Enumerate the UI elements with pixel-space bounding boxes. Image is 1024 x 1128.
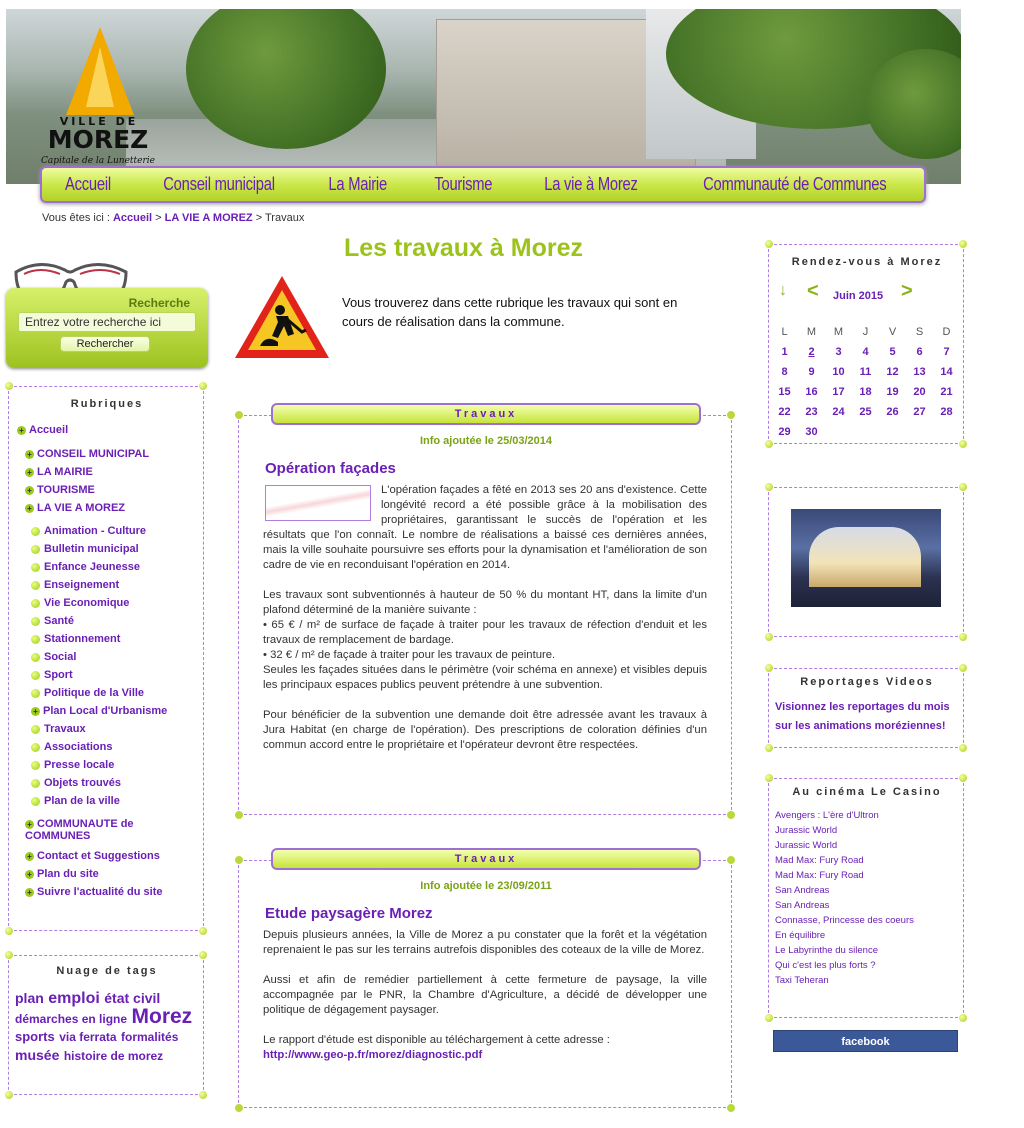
bullet-icon <box>31 581 40 590</box>
corner-dot <box>765 240 773 248</box>
article-paragraph: • 65 € / m² de surface de façade à traiter pour les travaux de réfection d'enduit et les travaux de remplacement de bardage. <box>263 619 707 646</box>
calendar-day[interactable]: 8 <box>781 366 788 378</box>
corner-dot <box>5 951 13 959</box>
rubrique-conseil-municipal[interactable] <box>25 448 149 460</box>
rubrique-la-mairie[interactable] <box>25 466 93 478</box>
videos-link[interactable]: Visionnez les reportages du mois sur les animations moréziennes! <box>775 701 950 732</box>
search-panel <box>6 288 208 368</box>
bullet-icon <box>31 779 40 788</box>
rubrique-label: LA MAIRIE <box>37 466 93 478</box>
tag-link[interactable]: Morez <box>131 1005 193 1028</box>
divider <box>769 487 963 488</box>
article-paragraph: Les travaux sont subventionnés à hauteur de 50 % du montant HT, dans la limite d'un plafond déterminé de la manière suivante : <box>263 589 707 616</box>
corner-dot <box>727 1104 735 1112</box>
plus-icon: + <box>25 820 34 829</box>
subrubrique-label: Stationnement <box>44 633 121 645</box>
corner-dot <box>959 1014 967 1022</box>
calendar-day[interactable]: 26 <box>886 406 899 418</box>
subrubrique-label: Enfance Jeunesse <box>44 561 140 573</box>
bullet-icon <box>31 563 40 572</box>
bullet-icon <box>31 671 40 680</box>
film-link[interactable]: Jurassic World <box>775 825 838 836</box>
casino-photo-box <box>768 487 964 637</box>
rubrique-accueil[interactable] <box>17 424 68 436</box>
nav-la-mairie[interactable]: La Mairie <box>328 174 387 194</box>
plus-icon: + <box>25 468 34 477</box>
corner-dot <box>5 1091 13 1099</box>
article-date: Info ajoutée le 25/03/2014 <box>419 435 553 447</box>
calendar-week <box>771 422 963 442</box>
calendar-prev-icon[interactable]: < <box>807 280 819 302</box>
cinema-box <box>768 778 964 1018</box>
calendar-dow: M <box>833 326 844 338</box>
nav-conseil-municipal[interactable]: Conseil municipal <box>162 174 275 194</box>
corner-dot <box>765 664 773 672</box>
film-link[interactable]: Jurassic World <box>775 840 838 851</box>
corner-dot <box>727 411 735 419</box>
calendar-day[interactable]: 27 <box>913 406 926 418</box>
subrubrique-label: Sport <box>44 669 73 681</box>
rubrique-suivre-actualite[interactable] <box>25 886 163 898</box>
logo-tagline: Capitale de la Lunetterie <box>41 156 155 166</box>
breadcrumb-separator: > <box>255 212 263 224</box>
subrubrique-item[interactable] <box>31 687 144 699</box>
article-date: Info ajoutée le 23/09/2011 <box>420 880 552 892</box>
search-title: Recherche <box>128 296 190 310</box>
breadcrumb-accueil[interactable]: Accueil <box>112 212 153 224</box>
corner-dot <box>765 483 773 491</box>
subrubrique-item[interactable] <box>31 777 121 789</box>
calendar-day[interactable]: 1 <box>781 346 788 358</box>
tag-cloud <box>15 989 203 1065</box>
subrubrique-item[interactable] <box>31 543 139 555</box>
corner-dot <box>765 774 773 782</box>
divider <box>9 955 203 956</box>
search-button[interactable]: Rechercher <box>60 336 150 352</box>
subrubrique-item[interactable] <box>31 705 167 717</box>
divider <box>769 443 963 444</box>
subrubrique-label: Vie Economique <box>44 597 130 609</box>
tag-link[interactable]: emploi <box>48 990 100 1007</box>
corner-dot <box>199 951 207 959</box>
corner-dot <box>959 633 967 641</box>
article-body <box>263 483 707 768</box>
calendar-dow: D <box>942 326 951 338</box>
calendar-day[interactable]: 28 <box>940 406 953 418</box>
article-title[interactable]: Etude paysagère Morez <box>265 905 433 922</box>
tag-link[interactable]: via ferrata <box>59 1030 117 1044</box>
corner-dot <box>959 664 967 672</box>
corner-dot <box>235 1104 243 1112</box>
calendar-week <box>771 342 963 362</box>
film-link[interactable]: Taxi Teheran <box>775 975 829 986</box>
logo-triangle-inner <box>86 47 114 107</box>
nav-tourisme[interactable]: Tourisme <box>434 174 493 194</box>
rubrique-label: Suivre l'actualité du site <box>37 886 163 898</box>
tag-link[interactable]: plan <box>15 990 44 1006</box>
corner-dot <box>727 856 735 864</box>
subrubrique-item[interactable] <box>31 561 140 573</box>
film-link[interactable]: Connasse, Princesse des coeurs <box>775 915 914 926</box>
subrubrique-label: Politique de la Ville <box>44 687 145 699</box>
subrubrique-item[interactable] <box>31 741 112 753</box>
facades-map-thumbnail[interactable] <box>265 485 371 521</box>
header-banner <box>6 9 961 184</box>
rubrique-la-vie-a-morez[interactable] <box>25 502 125 514</box>
calendar-day[interactable]: 7 <box>943 346 950 358</box>
logo-ville-de: VILLE DE <box>59 115 139 128</box>
subrubrique-label: Plan Local d'Urbanisme <box>43 705 168 717</box>
search-box <box>6 252 208 369</box>
tag-link[interactable]: démarches en ligne <box>15 1012 128 1026</box>
corner-dot <box>199 927 207 935</box>
divider <box>769 636 963 637</box>
calendar-day[interactable]: 3 <box>835 346 842 358</box>
rubrique-label: Accueil <box>29 424 69 436</box>
divider <box>769 668 963 669</box>
intro-text: Vous trouverez dans cette rubrique les travaux qui sont en cours de réalisation dans la commune. <box>342 295 678 329</box>
rubrique-communaute-de-communes[interactable] <box>25 818 155 842</box>
calendar-day[interactable]: 16 <box>805 386 818 398</box>
bullet-icon <box>31 635 40 644</box>
subrubrique-item[interactable] <box>31 723 86 735</box>
subrubrique-label: Presse locale <box>44 759 115 771</box>
calendar-day[interactable]: 13 <box>913 366 926 378</box>
bullet-icon <box>31 599 40 608</box>
tag-cloud-box <box>8 955 204 1095</box>
subrubrique-label: Travaux <box>44 723 86 735</box>
rubrique-tourisme[interactable] <box>25 484 95 496</box>
calendar-day[interactable]: 6 <box>916 346 923 358</box>
calendar-next-icon[interactable]: > <box>901 280 913 302</box>
breadcrumb-la-vie-a-morez[interactable]: LA VIE A MOREZ <box>164 212 253 224</box>
logo-morez: MOREZ <box>47 125 149 154</box>
calendar-day[interactable]: 17 <box>832 386 845 398</box>
article-etude-paysagere <box>238 853 732 1108</box>
breadcrumb-separator: > <box>155 212 162 224</box>
videos-title: Reportages Videos <box>800 676 934 688</box>
calendar-dow: S <box>915 326 924 338</box>
plus-icon: + <box>25 870 34 879</box>
calendar-down-arrow-icon[interactable]: ↓ <box>779 282 787 299</box>
plus-icon: + <box>25 852 34 861</box>
bullet-icon <box>31 545 40 554</box>
divider <box>9 930 203 931</box>
corner-dot <box>727 811 735 819</box>
corner-dot <box>765 744 773 752</box>
rubrique-contact[interactable] <box>25 850 160 862</box>
nav-accueil[interactable]: Accueil <box>64 174 111 194</box>
rubrique-label: Contact et Suggestions <box>37 850 160 862</box>
bullet-icon <box>31 761 40 770</box>
search-input[interactable] <box>18 312 196 332</box>
calendar-week <box>771 382 963 402</box>
bullet-icon <box>31 617 40 626</box>
corner-dot <box>765 633 773 641</box>
film-link[interactable]: Avengers : L'ère d'Ultron <box>775 810 879 821</box>
article-paragraph: Pour bénéficier de la subvention une demande doit être adressée avant les travaux à Jura Habitat (en charge de l'opération). Des prescriptions de coloration définies d'un commun accord entre le propriétaire et l'opérateur devront être respectées. <box>263 709 707 751</box>
article-paragraph: • 32 € / m² de façade à traiter pour les travaux de peinture. <box>263 649 556 661</box>
corner-dot <box>5 382 13 390</box>
casino-photo[interactable] <box>791 509 941 607</box>
videos-box <box>768 668 964 748</box>
calendar-dow: M <box>806 326 817 338</box>
tag-link[interactable]: formalités <box>121 1030 179 1044</box>
report-download-link[interactable]: http://www.geo-p.fr/morez/diagnostic.pdf <box>263 1049 483 1061</box>
plus-icon: + <box>31 707 40 716</box>
calendar-day[interactable]: 10 <box>832 366 845 378</box>
rubrique-plan-du-site[interactable] <box>25 868 99 880</box>
calendar-day[interactable]: 9 <box>808 366 815 378</box>
bullet-icon <box>31 743 40 752</box>
calendar-dow: L <box>781 326 788 338</box>
nav-la-vie-a-morez[interactable]: La vie à Morez <box>544 174 638 194</box>
casino-building <box>809 527 921 587</box>
subrubrique-item[interactable] <box>31 615 74 627</box>
subrubrique-label: Associations <box>44 741 113 753</box>
article-paragraph: Depuis plusieurs années, la Ville de Morez a pu constater que la forêt et la végétation reprenaient le pas sur les terrains autrefois disponibles des coteaux de la ville de Morez. <box>263 929 707 956</box>
rubrique-label: Plan du site <box>37 868 99 880</box>
corner-dot <box>959 240 967 248</box>
rubrique-label: COMMUNAUTE de COMMUNES <box>25 818 134 842</box>
calendar-day[interactable]: 23 <box>805 406 818 418</box>
film-link[interactable]: Mad Max: Fury Road <box>775 855 864 866</box>
calendar-day[interactable]: 11 <box>859 366 872 378</box>
subrubrique-label: Enseignement <box>44 579 120 591</box>
bullet-icon <box>31 653 40 662</box>
rubriques-box <box>8 386 204 931</box>
plus-icon: + <box>25 486 34 495</box>
article-paragraph: Seules les façades situées dans le périmètre (voir schéma en annexe) et visibles depuis les principaux espaces publics peuvent prétendre à une subvention. <box>263 664 707 691</box>
article-paragraph: Le rapport d'étude est disponible au téléchargement à cette adresse : <box>263 1034 610 1046</box>
divider <box>769 244 963 245</box>
calendar-dow: V <box>888 326 897 338</box>
bullet-icon <box>31 797 40 806</box>
divider <box>239 1107 731 1108</box>
subrubrique-item[interactable] <box>31 597 129 609</box>
site-logo[interactable] <box>34 21 164 166</box>
corner-dot <box>199 382 207 390</box>
corner-dot <box>765 1014 773 1022</box>
tag-link[interactable]: musée <box>15 1047 60 1063</box>
tags-title: Nuage de tags <box>56 965 158 977</box>
corner-dot <box>959 744 967 752</box>
calendar-day-today[interactable]: 2 <box>808 346 815 358</box>
film-link[interactable]: San Andreas <box>775 900 830 911</box>
bullet-icon <box>31 689 40 698</box>
subrubrique-item[interactable] <box>31 525 146 537</box>
bullet-icon <box>31 725 40 734</box>
tag-link[interactable]: état civil <box>104 990 161 1006</box>
calendar-day[interactable]: 5 <box>889 346 896 358</box>
article-category-tab[interactable]: Travaux <box>271 403 701 425</box>
calendar-box <box>768 244 964 444</box>
corner-dot <box>959 774 967 782</box>
plus-icon: + <box>25 450 34 459</box>
corner-dot <box>235 411 243 419</box>
subrubrique-item[interactable] <box>31 795 120 807</box>
calendar-day[interactable]: 22 <box>778 406 791 418</box>
subrubrique-label: Bulletin municipal <box>44 543 139 555</box>
article-paragraph: Aussi et afin de remédier partiellement à cette fermeture de paysage, la ville accompagnée par le PNR, la Chambre d'Agriculture, a décidé de développer une politique de dégagement paysager. <box>263 974 707 1016</box>
roadworks-sign-icon <box>232 272 332 362</box>
rubriques-title: Rubriques <box>70 398 144 410</box>
page-title: Les travaux à Morez <box>344 234 583 262</box>
subrubrique-item[interactable] <box>31 579 119 591</box>
calendar-day[interactable]: 18 <box>859 386 872 398</box>
calendar-grid <box>771 322 963 442</box>
tag-link[interactable]: sports <box>15 1029 55 1044</box>
divider <box>769 778 963 779</box>
calendar-day[interactable]: 21 <box>940 386 953 398</box>
plus-icon: + <box>25 888 34 897</box>
calendar-day[interactable]: 15 <box>778 386 791 398</box>
calendar-day[interactable]: 19 <box>886 386 899 398</box>
calendar-day[interactable]: 20 <box>913 386 926 398</box>
breadcrumb <box>42 212 304 224</box>
calendar-day[interactable]: 29 <box>778 426 791 438</box>
bullet-icon <box>31 527 40 536</box>
calendar-day[interactable]: 4 <box>862 346 869 358</box>
subrubrique-item[interactable] <box>31 669 73 681</box>
film-link[interactable]: San Andreas <box>775 885 830 896</box>
article-body <box>263 928 707 1063</box>
calendar-dow-row <box>771 322 963 342</box>
cinema-film-list <box>775 808 963 988</box>
subrubrique-item[interactable] <box>31 633 120 645</box>
calendar-day[interactable]: 14 <box>940 366 953 378</box>
plus-icon: + <box>17 426 26 435</box>
calendar-day[interactable]: 30 <box>805 426 818 438</box>
breadcrumb-current: Travaux <box>265 212 305 224</box>
film-link[interactable]: En équilibre <box>775 930 826 941</box>
calendar-title: Rendez-vous à Morez <box>791 256 943 268</box>
calendar-day[interactable]: 12 <box>886 366 899 378</box>
corner-dot <box>235 856 243 864</box>
article-paragraph: L'opération façades a fêté en 2013 ses 20 ans d'existence. Cette longévité record a été possible grâce à la mobilisation des propriétaires, garantissant le succès de l'opération et les résultats que l'on connaît. Le nombre de réalisations a baissé ces dernières années, mais la ville souhaite poursuivre ses efforts pour la dynamisation et l'amélioration de son cadre de vie en reconduisant l'opération en 2014. <box>263 484 707 571</box>
rubrique-label: LA VIE A MOREZ <box>37 502 125 514</box>
divider <box>239 814 731 815</box>
divider <box>769 1017 963 1018</box>
subrubrique-item[interactable] <box>31 651 76 663</box>
corner-dot <box>5 927 13 935</box>
film-link[interactable]: Le Labyrinthe du silence <box>775 945 878 956</box>
divider <box>9 386 203 387</box>
corner-dot <box>199 1091 207 1099</box>
breadcrumb-prefix: Vous êtes ici : <box>42 212 110 224</box>
article-operation-facades <box>238 408 732 815</box>
main-nav <box>40 166 926 203</box>
article-category-tab[interactable]: Travaux <box>271 848 701 870</box>
calendar-month: Juin 2015 <box>833 290 884 302</box>
subrubrique-label: Animation - Culture <box>44 525 147 537</box>
calendar-week <box>771 402 963 422</box>
divider <box>769 747 963 748</box>
corner-dot <box>959 483 967 491</box>
tag-link[interactable]: histoire de morez <box>63 1049 164 1063</box>
subrubrique-label: Objets trouvés <box>44 777 122 789</box>
film-link[interactable]: Mad Max: Fury Road <box>775 870 864 881</box>
facebook-button[interactable]: facebook <box>773 1030 958 1052</box>
rubrique-label: CONSEIL MUNICIPAL <box>37 448 150 460</box>
calendar-day[interactable]: 24 <box>832 406 845 418</box>
calendar-week <box>771 362 963 382</box>
calendar-dow: J <box>862 326 869 338</box>
subrubrique-label: Santé <box>44 615 74 627</box>
film-link[interactable]: Qui c'est les plus forts ? <box>775 960 876 971</box>
subrubrique-item[interactable] <box>31 759 114 771</box>
subrubrique-label: Social <box>44 651 77 663</box>
article-title[interactable]: Opération façades <box>265 460 396 477</box>
nav-communaute-de-communes[interactable]: Communauté de Communes <box>703 174 887 194</box>
cinema-title: Au cinéma Le Casino <box>792 786 942 798</box>
divider <box>9 1094 203 1095</box>
subrubrique-label: Plan de la ville <box>44 795 120 807</box>
plus-icon: + <box>25 504 34 513</box>
corner-dot <box>235 811 243 819</box>
rubrique-label: TOURISME <box>37 484 95 496</box>
calendar-day[interactable]: 25 <box>859 406 872 418</box>
